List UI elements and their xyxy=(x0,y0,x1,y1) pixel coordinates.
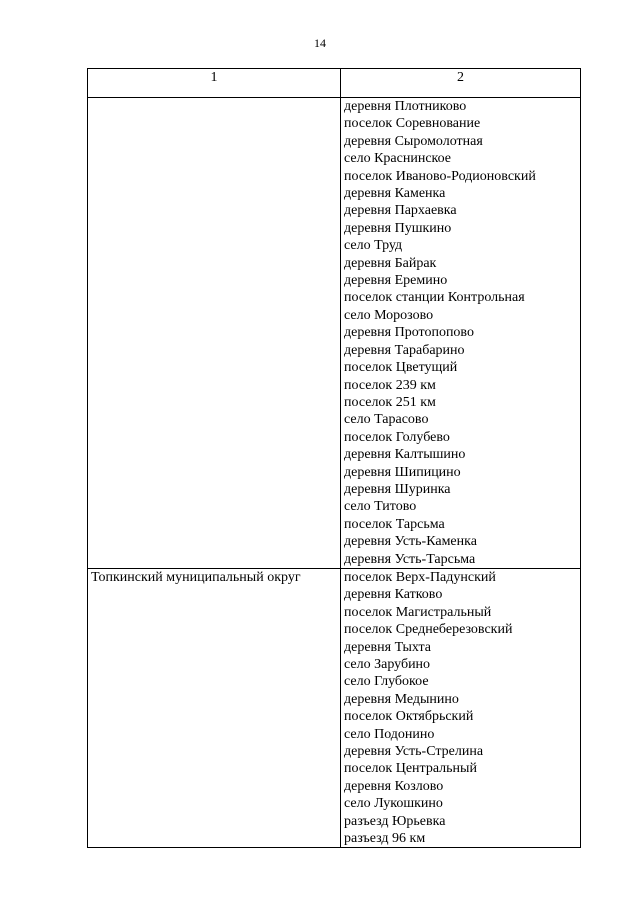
place-item: поселок 251 км xyxy=(344,394,436,410)
place-item: поселок Иваново-Родионовский xyxy=(344,168,536,184)
places-cell xyxy=(341,568,581,848)
table-header-row xyxy=(88,69,581,98)
place-item: разъезд 96 км xyxy=(344,831,426,847)
place-item: поселок 239 км xyxy=(344,377,436,393)
settlements-table xyxy=(87,68,581,848)
place-item: деревня Каменка xyxy=(344,186,446,202)
place-item: деревня Тарабарино xyxy=(344,342,465,358)
table-row xyxy=(88,98,581,569)
place-item: село Зарубино xyxy=(344,657,431,672)
place-item: поселок Голубево xyxy=(344,429,450,445)
column-header-1: 1 xyxy=(88,69,341,98)
table-row xyxy=(88,568,581,848)
place-item: поселок Соревнование xyxy=(344,116,481,132)
district-cell: Топкинский муниципальный округ xyxy=(88,568,341,848)
place-item: поселок Октябрьский xyxy=(344,709,474,725)
place-item: деревня Шуринка xyxy=(344,481,451,497)
place-item: поселок Магистральный xyxy=(344,604,492,620)
place-item: деревня Козлово xyxy=(344,778,444,794)
place-item: деревня Сыромолотная xyxy=(344,133,483,149)
place-item: село Глубокое xyxy=(344,674,429,690)
places-cell xyxy=(341,98,581,569)
place-item: село Подонино xyxy=(344,726,435,742)
place-item: село Тарасово xyxy=(344,412,429,428)
place-item: село Краснинское xyxy=(344,151,452,167)
place-item: поселок станции Контрольная xyxy=(344,290,525,306)
place-item: поселок Верх-Падунский xyxy=(344,569,496,585)
place-item: село Морозово xyxy=(344,307,434,323)
place-item: деревня Еремино xyxy=(344,273,448,289)
place-item: поселок Цветущий xyxy=(344,360,458,376)
place-item: село Титово xyxy=(344,499,417,515)
place-item: деревня Пархаевка xyxy=(344,203,457,219)
place-item: деревня Плотниково xyxy=(344,99,467,114)
place-item: поселок Тарсьма xyxy=(344,516,445,532)
place-item: поселок Среднеберезовский xyxy=(344,622,513,638)
column-header-2: 2 xyxy=(341,69,581,98)
place-item: деревня Катково xyxy=(344,587,443,603)
place-item: деревня Протопопово xyxy=(344,325,474,341)
places-list xyxy=(344,98,577,568)
place-item: деревня Усть-Каменка xyxy=(344,534,477,550)
place-item: село Лукошкино xyxy=(344,796,443,812)
place-item: деревня Усть-Тарсьма xyxy=(344,551,476,567)
places-list xyxy=(344,569,577,848)
place-item: деревня Шипицино xyxy=(344,464,461,480)
place-item: разъезд Юрьевка xyxy=(344,813,446,829)
place-item: деревня Медынино xyxy=(344,691,459,707)
page-number: 14 xyxy=(314,36,326,50)
place-item: деревня Калтышино xyxy=(344,447,466,463)
district-cell xyxy=(88,98,341,569)
place-item: село Труд xyxy=(344,238,403,254)
place-item: деревня Байрак xyxy=(344,255,437,271)
place-item: деревня Пушкино xyxy=(344,220,452,236)
place-item: деревня Усть-Стрелина xyxy=(344,744,484,760)
place-item: деревня Тыхта xyxy=(344,639,432,655)
place-item: поселок Центральный xyxy=(344,761,477,777)
